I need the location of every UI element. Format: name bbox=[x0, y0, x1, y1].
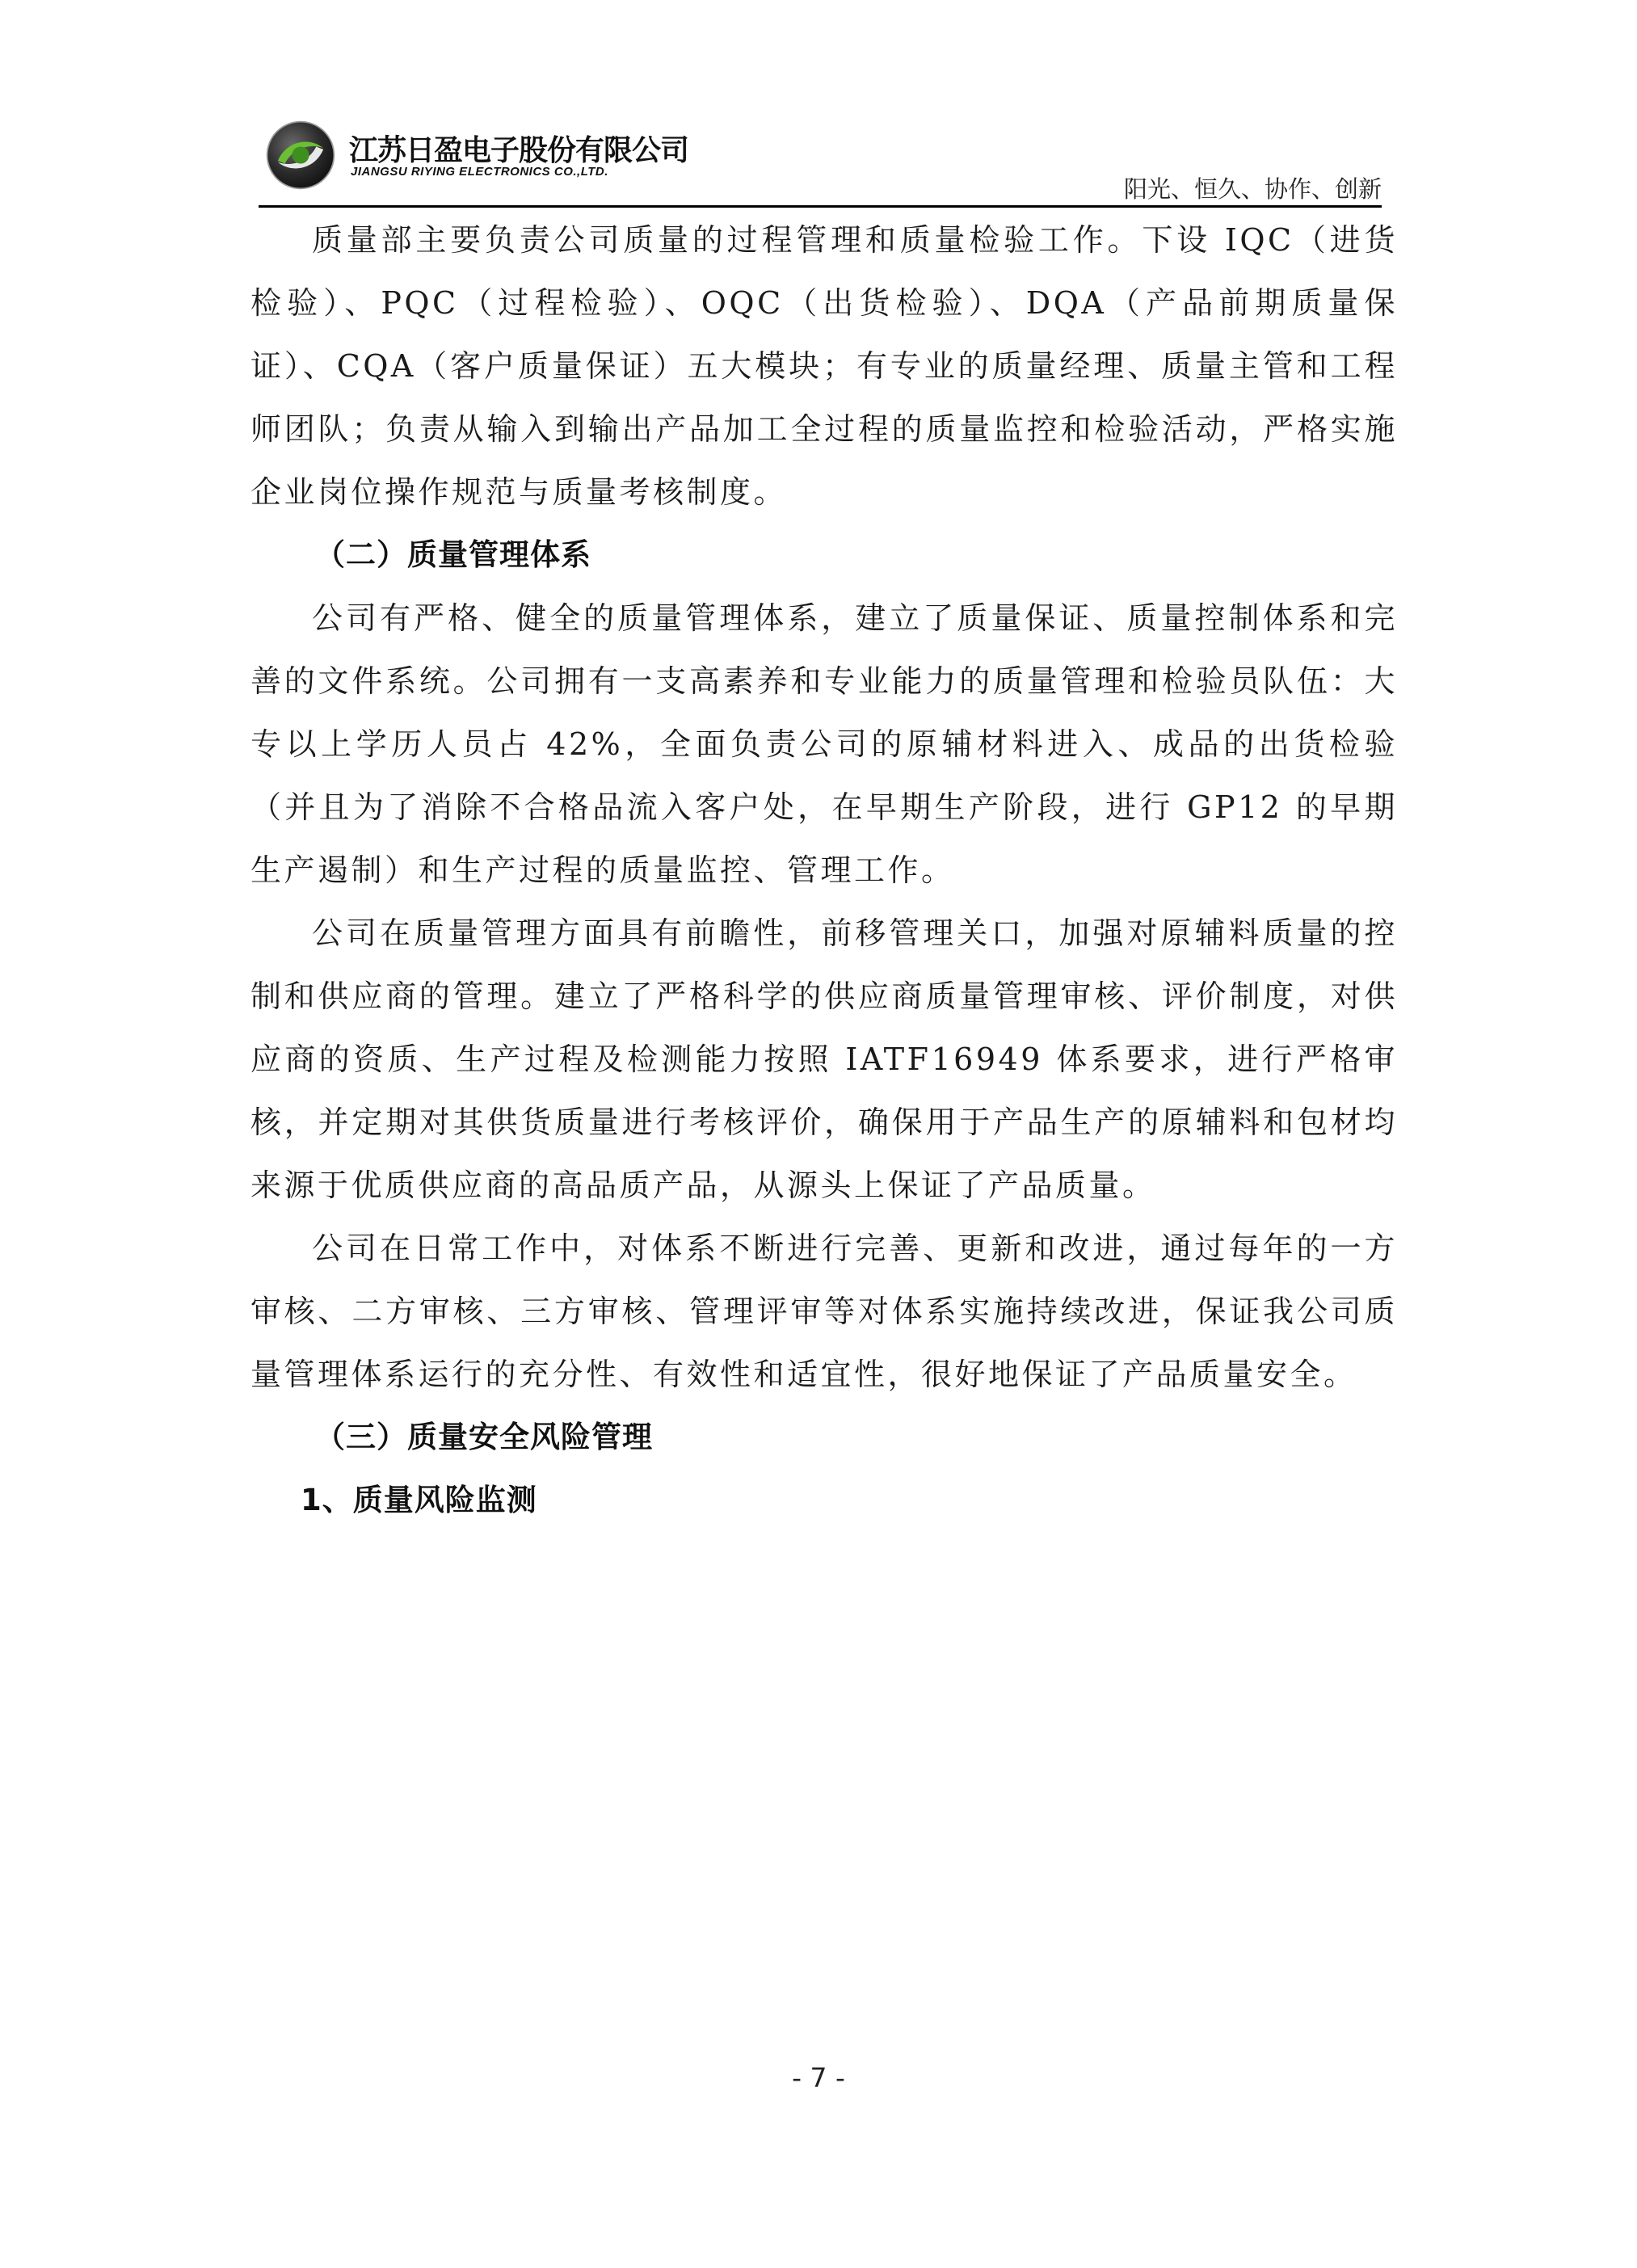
paragraph-supplier-management: 公司在质量管理方面具有前瞻性，前移管理关口，加强对原辅料质量的控制和供应商的管理。建立了严格科学的供应商质量管理审核、评价制度，对供应商的资质、生产过程及检测能力按照 IATF16949 体系要求，进行严格审核，并定期对其供货质量进行考核评价，确保用于产品生产的原辅料和包材均来源于优质供应商的高品质产品，从源头上保证了产品质量。 bbox=[250, 915, 1398, 1203]
section-heading-quality-system: （二）质量管理体系 bbox=[315, 537, 591, 572]
company-slogan: 阳光、恒久、协作、创新 bbox=[1123, 175, 1382, 203]
page-header bbox=[259, 113, 1382, 208]
paragraph-quality-system: 公司有严格、健全的质量管理体系，建立了质量保证、质量控制体系和完善的文件系统。公司拥有一支高素养和专业能力的质量管理和检验员队伍：大专以上学历人员占 42%，全面负责公司的原辅材料进入、成品的出货检验（并且为了消除不合格品流入客户处，在早期生产阶段，进行 GP12 的早期生产遏制）和生产过程的质量监控、管理工作。 bbox=[250, 600, 1398, 888]
subsection-heading-risk-monitoring: 1、质量风险监测 bbox=[301, 1483, 537, 1517]
company-name-en: JIANGSU RIYING ELECTRONICS CO.,LTD. bbox=[351, 165, 608, 179]
page-number: - 7 - bbox=[792, 2062, 845, 2093]
document-body bbox=[250, 208, 1398, 1532]
header-rule bbox=[259, 205, 1382, 208]
section-heading-risk-management: （三）质量安全风险管理 bbox=[315, 1420, 653, 1454]
company-logo-icon bbox=[265, 120, 336, 191]
company-name-cn: 江苏日盈电子股份有限公司 bbox=[349, 134, 689, 167]
paragraph-continuous-improvement: 公司在日常工作中，对体系不断进行完善、更新和改进，通过每年的一方审核、二方审核、三方审核、管理评审等对体系实施持续改进，保证我公司质量管理体系运行的充分性、有效性和适宜性，很好地保证了产品质量安全。 bbox=[250, 1231, 1398, 1392]
paragraph-quality-department: 质量部主要负责公司质量的过程管理和质量检验工作。下设 IQC（进货检验）、PQC（过程检验）、OQC（出货检验）、DQA（产品前期质量保证）、CQA（客户质量保证）五大模块；有专业的质量经理、质量主管和工程师团队；负责从输入到输出产品加工全过程的质量监控和检验活动，严格实施企业岗位操作规范与质量考核制度。 bbox=[250, 222, 1398, 510]
